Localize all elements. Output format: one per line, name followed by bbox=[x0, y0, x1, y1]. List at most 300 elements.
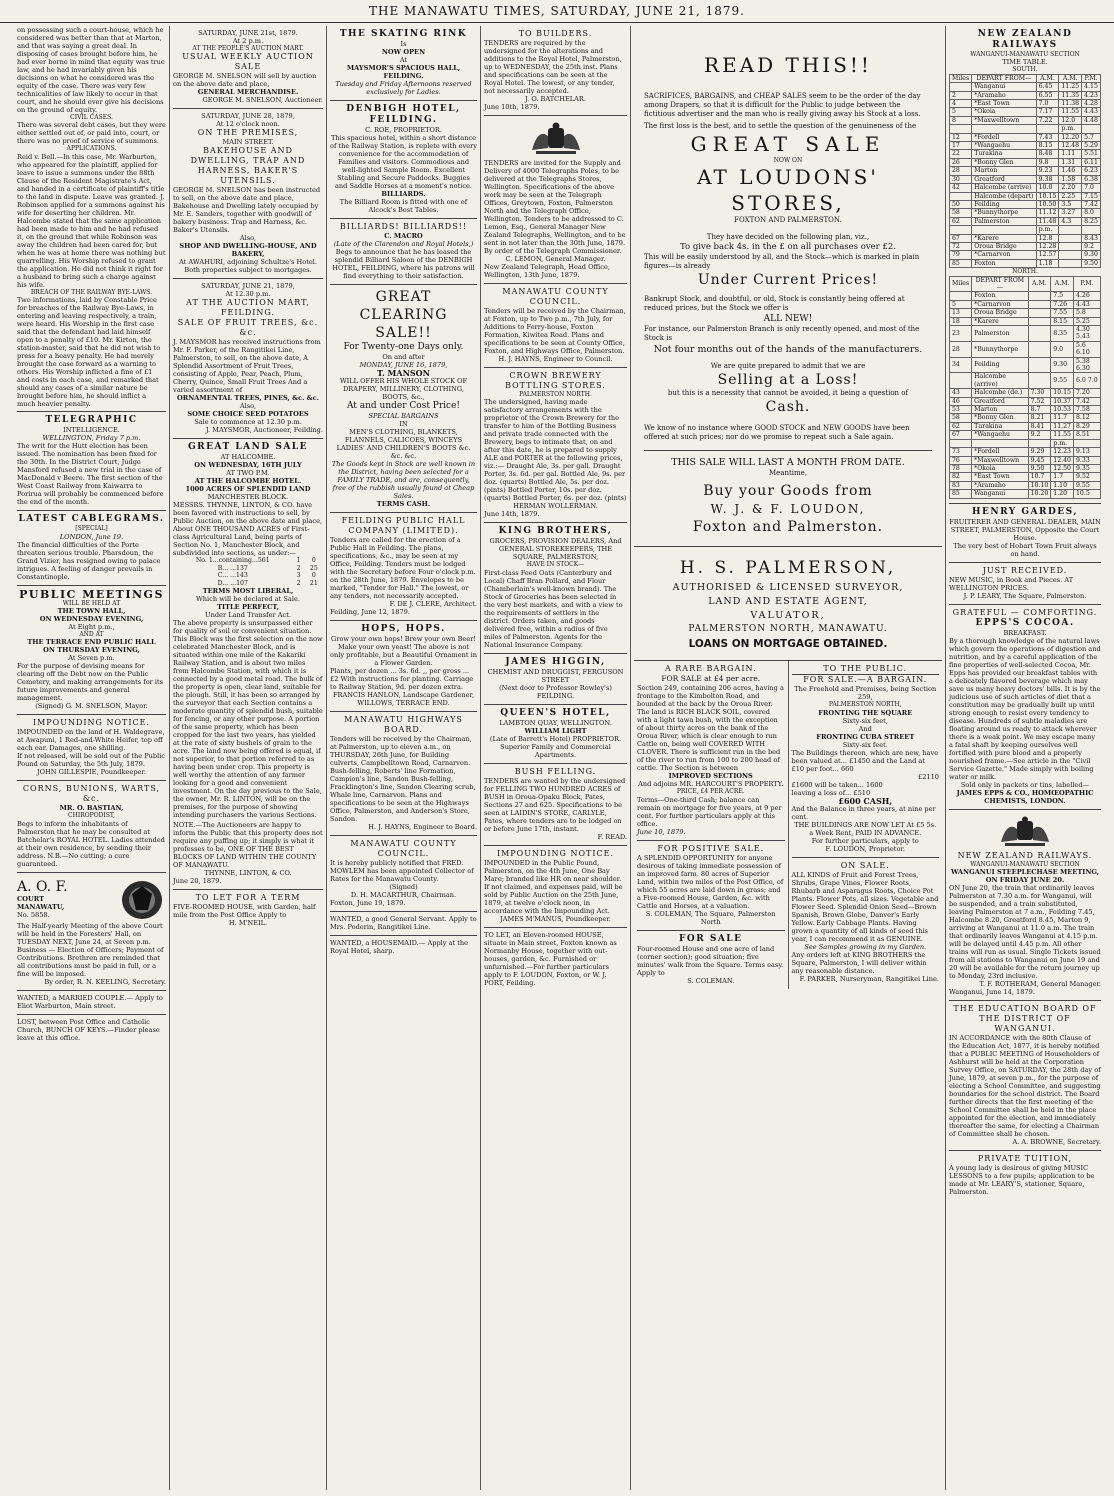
table-cell bbox=[1036, 125, 1059, 133]
timetable-row bbox=[950, 108, 1101, 116]
table-cell: 1.31 bbox=[1059, 158, 1082, 166]
table-cell: *Fordell bbox=[972, 133, 1036, 141]
ad-signature: (Signed) G. M. SNELSON, Mayor. bbox=[35, 702, 148, 711]
ad-text: The Goods kept in Stock are well known in the District, having been selected for a FAMILY TRADE, and are, consequently, free of the rubbish usually found at Cheap Sales. bbox=[331, 460, 476, 500]
article-text: The financial difficulties of the Porte threaten serious trouble. Pharsdoun, the Grand Vizier, has resigned owing to palace intrigues. A feeling of danger prevails in Constantinople. bbox=[17, 540, 161, 581]
ad-name: C. MACRO bbox=[384, 232, 423, 240]
ad-text: SACRIFICES, BARGAINS, and CHEAP SALES seem to be the order of the day among Drapers, so that it is difficult for the Public to judge between the fictitious advertiser and the man who is really giving away his Stock at a loss. bbox=[644, 92, 921, 118]
ad-text: And adjoins MR. HARCOURT'S PROPERTY. bbox=[638, 780, 784, 789]
ad-line: NOW ON bbox=[773, 157, 803, 164]
table-cell: 1.11 bbox=[1059, 150, 1082, 158]
ad-signature: C. LEMON, General Manager. bbox=[505, 255, 606, 263]
ad-text: Tuesday and Friday Afternoons reserved exclusively for Ladies. bbox=[335, 80, 472, 96]
table-cell: Greatford bbox=[972, 175, 1036, 183]
table-cell: 73 bbox=[950, 448, 972, 456]
table-cell: 5.38 6.30 bbox=[1074, 357, 1101, 373]
table-cell: 6.0 7.0 bbox=[1074, 373, 1101, 389]
table-cell: Halcombe (de.) bbox=[972, 389, 1028, 397]
ad-text: Four-roomed House and one acre of land (corner section); good situation; five minutes' walk from the Square. Terms easy. Apply to bbox=[637, 944, 784, 977]
table-cell: 9.50 bbox=[1028, 464, 1051, 472]
table-cell: 2 bbox=[296, 579, 301, 587]
ad-text: ALL KINDS of Fruit and Forest Trees, Shrubs, Grape Vines, Flower Roots, Rhubarb and Asparagus Roots, Choice Pot Plants. Flower Pots, all sizes. Vegetable and Flower Seed. Splendid Onion Seed—Brown Spanish, Brown Globe, Danver's Early Yellow. Early Cabbage Plants. Having grown a quantity of all kinds of seed this year, I can recommend it as GENUINE. bbox=[791, 870, 939, 943]
timetable-row bbox=[950, 150, 1101, 158]
table-cell: p.m. bbox=[1059, 125, 1082, 133]
dateline: WELLINGTON, Friday 7 p.m. bbox=[42, 434, 141, 443]
table-cell: *East Town bbox=[972, 100, 1036, 108]
ad-title: USUAL WEEKLY AUCTION SALE bbox=[182, 52, 314, 72]
timetable-row bbox=[950, 200, 1101, 208]
table-cell bbox=[1028, 341, 1051, 357]
table-cell: Turakina bbox=[972, 422, 1028, 430]
steeplechase-railway-ad bbox=[949, 810, 1101, 1001]
ad-line: NORTH. bbox=[1012, 268, 1038, 276]
ad-text: The Freehold and Premises, being Section 259, bbox=[794, 685, 937, 702]
ad-text: GEORGE M. SNELSON has been instructed to sell, on the above date and place, Bakehouse and Dwelling lately occupied by Mr. E. Sanders, together with goodwill of bakery business. Trap and Harness, &c. Baker's Utensils. bbox=[173, 186, 321, 235]
table-header-cell: P.M. bbox=[1074, 276, 1101, 292]
table-cell: 8.12 bbox=[1074, 414, 1101, 422]
for-sale-bargain-ad bbox=[792, 661, 940, 857]
house-to-let-ad bbox=[484, 928, 627, 991]
queens-hotel-ad bbox=[484, 705, 627, 764]
table-cell: 7.22 bbox=[1036, 116, 1059, 124]
table-cell: 67 bbox=[950, 234, 972, 242]
table-cell: 79 bbox=[950, 251, 972, 259]
ad-headline: Selling at a Loss! bbox=[717, 372, 859, 389]
ad-line: PALMERSTON NORTH, bbox=[828, 701, 902, 709]
table-cell: 8.51 bbox=[1074, 431, 1101, 439]
ad-line: ON WEDNESDAY, 16TH JULY bbox=[194, 461, 302, 470]
table-cell: 11.12 bbox=[1036, 209, 1059, 217]
table-cell: B... ...137 bbox=[217, 564, 248, 572]
timetable-row bbox=[950, 341, 1101, 357]
ad-line: At 12 o'clock noon. bbox=[216, 120, 280, 129]
timetable-row bbox=[950, 309, 1101, 317]
table-cell: 9.23 bbox=[1036, 167, 1059, 175]
ad-title: MANAWATU HIGHWAYS BOARD. bbox=[344, 715, 463, 734]
ad-headline: LOANS ON MORTGAGE OBTAINED. bbox=[688, 638, 888, 651]
ad-title: A. O. F. bbox=[17, 878, 68, 895]
table-cell: Halcombe (arrive) bbox=[972, 184, 1036, 192]
ad-line: LAND AND ESTATE AGENT, bbox=[708, 596, 868, 608]
ad-headline: ALL NEW! bbox=[763, 314, 813, 325]
ad-line: HAVE IN STOCK— bbox=[526, 561, 585, 569]
table-cell: Wanganui bbox=[972, 490, 1028, 498]
column-5 bbox=[631, 26, 945, 1492]
ad-text: The first loss is the best, and to settle the question of the genuineness of the bbox=[644, 122, 917, 130]
loudon-great-sale-ad bbox=[634, 26, 942, 547]
ad-title: BILLIARDS! BILLIARDS!! bbox=[339, 222, 468, 231]
table-cell: 8.35 bbox=[1051, 326, 1074, 342]
ad-line: Also, bbox=[239, 402, 257, 411]
table-cell: 4.43 bbox=[1082, 108, 1101, 116]
crown-brewery-ad bbox=[484, 368, 627, 523]
ad-text: Grow your own hops! Brew your own Beer! Make your own yeast! The above is not only profitable, but a Beautiful Ornament in a Flower Garden. bbox=[330, 635, 477, 667]
ad-headline: £600 CASH, bbox=[838, 795, 893, 806]
table-cell: C... ...143 bbox=[217, 572, 248, 580]
ad-line: NOW OPEN bbox=[381, 48, 426, 56]
epps-cocoa-ad bbox=[949, 605, 1101, 810]
ad-text: IMPOUNDED on the land of H. Waldegrave, at Awapuni, 1 Red-and-White Heifer, top off each ear. Damages, one shilling. bbox=[17, 728, 165, 753]
table-cell: 7.26 bbox=[1051, 300, 1074, 308]
table-cell bbox=[950, 192, 972, 200]
timetable-row bbox=[950, 259, 1101, 267]
ad-text: First-class Feed Oats (Canterbury and Local) Chaff Bran Pollard, and Flour (Chamberlain's well-known brand). The Stock of Groceries has been selected in the very best markets, and with a view to the requirements of settlers in the district. Orders taken, and goods delivered free, within a radius of five miles of Palmerston. Agents for the National Insurance Company. bbox=[484, 568, 623, 649]
ad-title: BUSH FELLING. bbox=[514, 766, 597, 776]
ad-text: The very best of Hobart Town Fruit always on hand. bbox=[953, 541, 1097, 558]
table-header-cell: A.M. bbox=[1051, 276, 1074, 292]
timetable-row bbox=[950, 234, 1101, 242]
ad-line: Also, bbox=[239, 234, 257, 243]
ad-title: EPPS'S COCOA. bbox=[975, 617, 1075, 628]
table-cell: 7.55 bbox=[1051, 309, 1074, 317]
table-cell: No. 1...containing...561 bbox=[195, 557, 270, 565]
table-cell: *Fordell bbox=[972, 448, 1028, 456]
table-cell: 9.13 bbox=[1074, 448, 1101, 456]
timetable-row bbox=[950, 431, 1101, 439]
timetable-row bbox=[950, 464, 1101, 472]
article-text: The writ for the Hutt election has been issued. The nomination has been fixed for the 30th. In the District Court, Judge Mansford refused a new trial in the case of MacDonald v Beere. The first section of the West Coast Railway from Kaiwarra to Porirua will probably be commenced before the end of the month. bbox=[17, 442, 164, 507]
table-row bbox=[173, 565, 323, 572]
ad-text: WANTED, a MARRIED COUPLE.— Apply to Eliot Warburton, Main street. bbox=[17, 993, 163, 1010]
clearing-sale-ad bbox=[330, 285, 477, 513]
table-cell: 12.8 bbox=[1036, 234, 1059, 242]
table-cell: 11.27 bbox=[1051, 422, 1074, 430]
ad-text: For further particulars, apply to bbox=[811, 836, 919, 845]
billiards-ad bbox=[330, 219, 477, 285]
table-cell: Palmerston bbox=[972, 326, 1028, 342]
table-cell: 5.8 bbox=[1074, 309, 1101, 317]
table-cell: 8 bbox=[950, 116, 972, 124]
ad-text: but this is a necessity that cannot be avoided, it being a question of bbox=[667, 389, 909, 398]
table-cell: 4 bbox=[950, 100, 972, 108]
table-cell: 5 bbox=[950, 300, 972, 308]
ad-line: On and after bbox=[382, 353, 425, 361]
ad-headline: Not four months out of the hands of the manufacturers. bbox=[653, 344, 923, 356]
ad-text: Begs to inform the inhabitants of Palmerston that he may be consulted at Batchelar's ROYAL HOTEL. Ladies attended at their own residence, by sending their address. N.B.—No cutting; a cure guaranteed. bbox=[17, 819, 165, 868]
table-cell: 7.0 bbox=[1036, 100, 1059, 108]
table-cell: *Carnarvon bbox=[972, 300, 1028, 308]
ad-signature: S. COLEMAN. bbox=[687, 976, 735, 985]
land-lots-table bbox=[173, 557, 323, 587]
ad-title: A RARE BARGAIN. bbox=[664, 664, 757, 674]
ad-signature: J. O. BATCHELAR. bbox=[525, 95, 586, 103]
ad-line: Which will be declared at Sale. bbox=[196, 595, 300, 604]
table-cell bbox=[1059, 251, 1082, 259]
ad-text: Tenders will be received by the Chairman, at Foxton, up to Two p.m., 7th July, for Additions to Ferry-house, Foxton Formation, Kiwitea Road. Plans and specifications to be seen at County Office, Foxton, and Highways Office, Palmerston. bbox=[484, 307, 626, 355]
ad-line: IMPROVED SECTIONS bbox=[668, 772, 753, 781]
ad-text: ON June 20, the train that ordinarily leaves Palmerston at 7.30 a.m. for Wanganui, will be suspended, and a train substituted, leaving Palmerston at 7 a.m., Feilding 7.45, Halcombe 8.20, Greatford 8.45, Marton 9, arriving at Wanganui at 11.0 a.m. The train that ordinarily leaves Wanganui at 4.15 p.m. will be delayed until 4.45 p.m. All other trains will run as usual. Single Tickets issued from all stations to Wanganui on June 19 and 20 will be available for the return journey up to Monday, 23rd inclusive. bbox=[949, 883, 1101, 980]
table-cell: 9.35 bbox=[1074, 464, 1101, 472]
table-cell: 10.20 bbox=[1028, 490, 1051, 498]
table-cell: 4.23 bbox=[1082, 91, 1101, 99]
ad-headline: Under Current Prices! bbox=[697, 272, 879, 289]
timetable-row bbox=[950, 184, 1101, 192]
table-cell: 3.27 bbox=[1059, 209, 1082, 217]
impounding-notice-ad-2 bbox=[484, 846, 627, 928]
table-cell: 1.18 bbox=[1036, 259, 1059, 267]
ad-text: J. MAYSMOR has received instructions from Mr. F. Parker, of the Rangitikei Line, Palmerston, to sell, on the above date, A Splendid Assortment of Fruit Trees, consisting of Apple, Pear, Peach, Plum, Cherry, Quince, Small Fruit Trees And a varied assortment of bbox=[173, 338, 321, 395]
table-cell bbox=[1028, 300, 1051, 308]
table-cell: 9.30 bbox=[1082, 251, 1101, 259]
table-cell: 9.55 bbox=[1074, 481, 1101, 489]
table-cell bbox=[950, 292, 972, 300]
ad-signature: JAMES EPPS & CO., HOMŒOPATHIC CHEMISTS, LONDON. bbox=[956, 788, 1094, 805]
ad-line: Is bbox=[400, 40, 407, 48]
ad-line: TITLE PERFECT, bbox=[217, 603, 279, 612]
county-council-tender-ad bbox=[484, 284, 627, 368]
foresters-ad bbox=[17, 873, 166, 991]
table-header-cell: DEPART FROM— bbox=[972, 276, 1028, 292]
table-cell: 42 bbox=[950, 184, 972, 192]
table-cell: 10.7 bbox=[1028, 473, 1051, 481]
ad-text: TO LET, an Eleven-roomed HOUSE, situate in Main street, Foxton known as Normanby House, together with out-houses, garden, &c. Furnished or unfurnished.—For further particulars apply to F. LOUDON, Foxton, or W. J. PORT, Feilding. bbox=[484, 930, 617, 987]
ad-title: PRIVATE TUITION, bbox=[977, 1153, 1073, 1163]
table-cell: D... ...107 bbox=[217, 579, 248, 587]
table-cell: 8.43 bbox=[1082, 234, 1101, 242]
ad-date: June 10th, 1879. bbox=[484, 103, 540, 111]
ad-text: MEN'S CLOTHING, BLANKETS, FLANNELS, CALICOES, WINCEYS LADIES' AND CHILDREN'S BOOTS &c. &c. &c. bbox=[336, 428, 471, 460]
ad-line: CHIROPODIST, bbox=[68, 812, 115, 820]
telegraph-poles-tender-ad bbox=[484, 116, 627, 284]
table-cell: *Bonny Glen bbox=[972, 158, 1036, 166]
ad-line: ON WEDNESDAY EVENING, bbox=[39, 615, 144, 624]
ad-line: At and under Cost Price! bbox=[346, 401, 461, 411]
ad-text: LOST, between Post Office and Catholic Church, BUNCH OF KEYS.—Finder please leave at this office. bbox=[17, 1017, 160, 1042]
highways-board-ad bbox=[330, 712, 477, 836]
ad-title: FOR SALE.—A BARGAIN. bbox=[803, 675, 928, 685]
ad-line: FOR SALE at £4 per acre. bbox=[661, 674, 761, 684]
table-cell bbox=[1059, 259, 1082, 267]
to-builders-ad bbox=[484, 26, 627, 116]
ad-signature: By order, R. N. KEELING, Secretary. bbox=[44, 977, 166, 986]
tag: [SPECIAL] bbox=[75, 525, 108, 533]
table-cell: 4.30 5.43 bbox=[1074, 326, 1101, 342]
ad-signature: T. F. ROTHERAM, General Manager. bbox=[979, 979, 1101, 988]
table-cell: 2.25 bbox=[1059, 192, 1082, 200]
table-cell: p.m. bbox=[1036, 226, 1059, 234]
ad-name: WILLIAM LIGHT bbox=[524, 726, 587, 735]
table-cell: 0 bbox=[311, 557, 316, 565]
table-cell bbox=[1082, 125, 1101, 133]
table-cell bbox=[950, 83, 972, 91]
table-cell: 11.25 bbox=[1059, 83, 1082, 91]
table-cell: 1.7 bbox=[1051, 473, 1074, 481]
foresters-emblem-icon bbox=[118, 876, 166, 922]
impounding-notice-ad bbox=[17, 715, 166, 781]
ad-text: (Next door to Professor Rowley's) FEILDING. bbox=[499, 683, 612, 700]
table-cell: 13 bbox=[950, 309, 972, 317]
table-cell bbox=[950, 226, 972, 234]
table-cell: *Okoia bbox=[972, 464, 1028, 472]
timetable-row bbox=[950, 422, 1101, 430]
ad-line: ORNAMENTAL TREES, PINES, &c. &c. bbox=[177, 394, 319, 403]
table-cell: 7.17 bbox=[1036, 108, 1059, 116]
ad-text: At AWAHURI, adjoining Schultze's Hotel. Both properties subject to mortgages. bbox=[179, 258, 317, 275]
column-2 bbox=[170, 26, 326, 1492]
ad-line: SATURDAY, JUNE 28, 1879, bbox=[201, 112, 295, 121]
subheading: BREACH OF THE RAILWAY BYE-LAWS. bbox=[30, 288, 153, 296]
ad-signature: JOHN GILLESPIE, Poundkeeper. bbox=[37, 768, 146, 777]
ad-title: NEW ZEALAND RAILWAYS bbox=[977, 29, 1073, 50]
table-cell: 7.58 bbox=[1074, 406, 1101, 414]
table-cell: 22 bbox=[950, 150, 972, 158]
timetable-row bbox=[950, 175, 1101, 183]
table-cell: 9.55 bbox=[1051, 373, 1074, 389]
timetable-row bbox=[950, 116, 1101, 124]
ad-line: WANGANUI-MANAWATU SECTION bbox=[970, 51, 1080, 58]
masthead: THE MANAWATU TIMES, SATURDAY, JUNE 21, 1879. bbox=[0, 4, 1114, 23]
ad-text: They have decided on the following plan, viz., bbox=[706, 233, 870, 242]
table-cell bbox=[1028, 357, 1051, 373]
column-5-subcolumns bbox=[634, 661, 942, 988]
ad-text: Section 249, containing 206 acres, having a frontage to the Kimbolton Road, and bounded at the back by the Oroua River. The land is RICH BLACK SOIL, covered with a light tawa bush, with the exception of about thirty acres on the bank of the Oroua River, which is clear enough to run Cattle on, being well COVERED WITH CLOVER. There is sufficient run in the bed of the river to run from 100 to 200 head of cattle. The Section is between bbox=[637, 684, 784, 773]
ad-line: (Signed) bbox=[389, 883, 418, 891]
ad-title: FOR SALE bbox=[678, 933, 743, 944]
skating-rink-ad bbox=[330, 26, 477, 101]
timetable-row bbox=[950, 389, 1101, 397]
table-cell: 62 bbox=[950, 422, 972, 430]
table-cell: 26 bbox=[950, 158, 972, 166]
palmerson-surveyor-ad bbox=[634, 547, 942, 661]
to-let-ad bbox=[173, 890, 323, 931]
ad-text: £1600 will be taken... 1600 bbox=[791, 780, 883, 789]
table-header-cell: A.M. bbox=[1036, 74, 1059, 82]
section-subheading: INTELLIGENCE. bbox=[63, 426, 120, 435]
ad-title: ON SALE. bbox=[840, 860, 890, 870]
ad-text: Any orders left at KING BROTHERS the Square, Palmerston, I will deliver within any reasonable distance. bbox=[791, 950, 927, 975]
ad-text: It is hereby publicly notified that FRED. MOWLEM has been appointed Collector of Rates for the Manawatu County. bbox=[330, 859, 474, 883]
table-cell: *Karere bbox=[972, 317, 1028, 325]
table-cell: 6.11 bbox=[1082, 158, 1101, 166]
ad-line: IN bbox=[399, 420, 408, 428]
ad-title: GREAT CLEARING SALE!! bbox=[359, 289, 448, 341]
ad-line: SOUTH. bbox=[1012, 66, 1038, 74]
table-cell: Marton bbox=[972, 167, 1036, 175]
ad-signature: THYNNE, LINTON, & CO. bbox=[204, 869, 292, 878]
ad-headline: AT LOUDONS' STORES, bbox=[697, 165, 879, 216]
ad-title: THE EDUCATION BOARD OF THE DISTRICT OF WANGANUI. bbox=[953, 1003, 1097, 1033]
weekly-auction-ad bbox=[173, 26, 323, 109]
ad-text: The Buildings thereon, which are new, have been valued at... £1450 and the Land at £10 per foot... 660 bbox=[791, 748, 939, 773]
table-cell bbox=[1059, 234, 1082, 242]
table-row bbox=[173, 557, 323, 564]
table-cell: 4.43 bbox=[1074, 300, 1101, 308]
table-cell: 5.7 bbox=[1082, 133, 1101, 141]
ad-line: SPECIAL BARGAINS bbox=[368, 412, 439, 420]
ad-title: FEILDING PUBLIC HALL COMPANY (LIMITED). bbox=[341, 516, 466, 535]
table-cell: 53 bbox=[950, 406, 972, 414]
ad-line: TERMS CASH. bbox=[376, 500, 431, 508]
table-cell: 12.48 bbox=[1059, 142, 1082, 150]
timetable-row bbox=[950, 448, 1101, 456]
table-cell: 9.38 bbox=[1036, 175, 1059, 183]
ad-text: A young lady is desirous of giving MUSIC LESSONS to a few pupils; application to be made at Mr. LEARY'S, stationer, Square, Palmerston. bbox=[949, 1163, 1095, 1196]
ad-line: BILLIARDS. bbox=[381, 190, 426, 198]
timetable-row bbox=[950, 317, 1101, 325]
table-cell: 8.48 bbox=[1036, 150, 1059, 158]
ad-title: CROWN BREWERY BOTTLING STORES. bbox=[505, 371, 606, 390]
ad-text: Tenders are called for the erection of a Public Hall in Feilding. The plans, specifications, &c., may be seen at my Office, Feilding. Tenders must be lodged with the Secretary before Four o'clock p.m. on the 28th June, 1879. Envelopes to be marked, "Tender for Hall." The lowest, or any tenders, not necessarily accepted. bbox=[330, 536, 476, 600]
timetable-row bbox=[950, 209, 1101, 217]
ad-line: At 2 p.m. bbox=[232, 37, 264, 45]
ad-line: FRONTING THE SQUARE bbox=[818, 708, 913, 717]
table-cell: 7.30 bbox=[1028, 389, 1051, 397]
timetable-row bbox=[950, 300, 1101, 308]
table-cell: 34 bbox=[950, 357, 972, 373]
table-cell: Halcombe (arrive) bbox=[972, 373, 1028, 389]
ad-text: FIVE-ROOMED HOUSE, with Garden, half mile from the Post Office Apply to bbox=[173, 903, 316, 920]
ad-text: NEW MUSIC, in Book and Pieces. AT WELLINGTON PRICES. bbox=[949, 575, 1074, 592]
table-cell: 18 bbox=[950, 317, 972, 325]
wanted-ad bbox=[17, 991, 166, 1015]
table-cell: 9.30 bbox=[1051, 357, 1074, 373]
table-cell: 10.37 bbox=[1051, 397, 1074, 405]
table-cell: 8.7 bbox=[1028, 406, 1051, 414]
ad-text: Terms—One-third Cash; balance can remain on mortgage for five years, at 9 per cent. For further particulars apply at this office. bbox=[637, 795, 782, 828]
table-cell bbox=[950, 373, 972, 389]
timetable-row bbox=[950, 100, 1101, 108]
table-cell: 76 bbox=[950, 456, 972, 464]
timetable-row bbox=[950, 357, 1101, 373]
table-cell: 46 bbox=[950, 397, 972, 405]
table-cell: *Bunnythorpe bbox=[972, 209, 1036, 217]
ad-text: MESSRS. THYNNE, LINTON, & CO. have been favored with instructions to sell, by Public Auction, on the above date and place, About ONE THOUSAND ACRES of First-class Agricultural Land, being parts of Section No. 1, Manchester Block, and subdivided into sections, as under:— bbox=[173, 501, 323, 558]
ad-title: PUBLIC MEETINGS bbox=[19, 587, 164, 601]
table-cell: *Okoia bbox=[972, 108, 1036, 116]
table-cell: 30 bbox=[950, 175, 972, 183]
ad-signature: J. P. LEARY, The Square, Palmerston. bbox=[963, 591, 1087, 600]
table-cell: 25 bbox=[309, 564, 318, 572]
ad-line: MANAWATU, bbox=[17, 902, 65, 911]
table-cell: 78 bbox=[950, 464, 972, 472]
ad-line: LAMBTON QUAY, WELLINGTON. bbox=[499, 718, 612, 727]
column-4 bbox=[481, 26, 630, 1492]
court-article bbox=[17, 26, 166, 408]
ad-title: H. S. PALMERSON, bbox=[679, 558, 897, 579]
table-cell: 4.48 bbox=[1082, 116, 1101, 124]
nursery-on-sale-ad bbox=[792, 858, 940, 987]
table-cell: 1.10 bbox=[1051, 481, 1074, 489]
ad-line: AT THE PEOPLE'S AUCTION MART. bbox=[192, 45, 304, 52]
table-header-cell: Miles bbox=[950, 74, 972, 82]
ad-line: THE TERRACE END PUBLIC HALL bbox=[27, 638, 156, 647]
table-cell: Palmerston bbox=[972, 217, 1036, 225]
ad-text: GROCERS, PROVISION DEALERS, And GENERAL STOREKEEPERS, THE SQUARE, PALMERSTON, bbox=[489, 537, 622, 562]
table-cell: 10.53 bbox=[1051, 406, 1074, 414]
table-cell: 28 bbox=[950, 341, 972, 357]
table-cell: 12.20 bbox=[1059, 133, 1082, 141]
table-cell: 1.46 bbox=[1059, 167, 1082, 175]
for-sale-house-ad bbox=[637, 931, 785, 989]
ad-line: SHOP AND DWELLING-HOUSE, AND BAKERY, bbox=[179, 242, 317, 259]
ad-date: June 20, 1879. bbox=[173, 877, 222, 886]
ad-line: BREAKFAST. bbox=[1003, 628, 1047, 637]
ad-line: Sixty-six feet, bbox=[842, 716, 888, 725]
ad-signature: FRANCIS HANLON, Landscape Gardener, WILLOWS, TERRACE END. bbox=[332, 691, 475, 707]
table-cell: 4.15 bbox=[1082, 83, 1101, 91]
table-cell: 9.45 bbox=[1028, 456, 1051, 464]
table-cell: 12.40 bbox=[1051, 456, 1074, 464]
rare-bargain-ad bbox=[637, 661, 785, 840]
ad-text: The Billiard Room is fitted with one of Alcock's Best Tables. bbox=[339, 198, 468, 214]
table-cell: 6.23 bbox=[1082, 167, 1101, 175]
table-cell: 8.0 bbox=[1082, 209, 1101, 217]
ad-signature: HERMAN WOLLERMAN. bbox=[513, 502, 598, 511]
education-board-ad bbox=[949, 1001, 1101, 1151]
timetable-row bbox=[950, 481, 1101, 489]
ad-text: TENDERS are wanted by the undersigned for FELLING TWO HUNDRED ACRES of BUSH in Oroua-Opaku Block, Pates, Sections 27 and 625. Specifications to be seen at LAIDIN'S STORE, CARLYLE, Pates, where tenders are to be lodged on or before June 17th, instant. bbox=[484, 776, 626, 833]
private-tuition-ad bbox=[949, 1151, 1101, 1200]
